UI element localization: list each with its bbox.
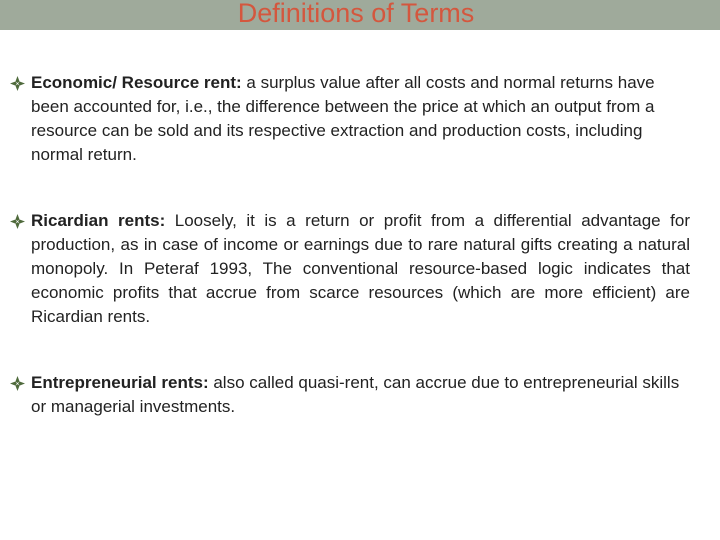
definition-item-ricardian-rents	[10, 209, 690, 329]
term-definition: Loosely, it is a return or profit from a differential advantage for production, as in case of income or earnings due to rare natural gifts creating a natural monopoly. In Peteraf 1993, The conventional resource-based logic indicates that economic profits that accrue from scarce resources (which are more efficient) are Ricardian rents.	[31, 211, 690, 326]
slide-title: Definitions of Terms	[237, 0, 475, 28]
term-label: Ricardian rents:	[31, 211, 166, 230]
definitions-list	[10, 71, 690, 419]
title-bar	[0, 0, 720, 30]
definition-item-entrepreneurial-rents	[10, 371, 690, 419]
term-label: Economic/ Resource rent:	[31, 73, 242, 92]
diamond-bullet-icon	[10, 214, 25, 229]
diamond-bullet-icon	[10, 76, 25, 91]
definition-text	[31, 209, 690, 329]
term-definition: also called quasi-rent, can accrue due to entrepreneurial skills or managerial investments.	[31, 373, 680, 416]
definition-item-economic-rent	[10, 71, 690, 167]
term-definition: a surplus value after all costs and normal returns have been accounted for, i.e., the difference between the price at which an output from a resource can be sold and its respective extraction and production costs, including normal return.	[31, 73, 655, 164]
diamond-bullet-icon	[10, 376, 25, 391]
term-label: Entrepreneurial rents:	[31, 373, 209, 392]
